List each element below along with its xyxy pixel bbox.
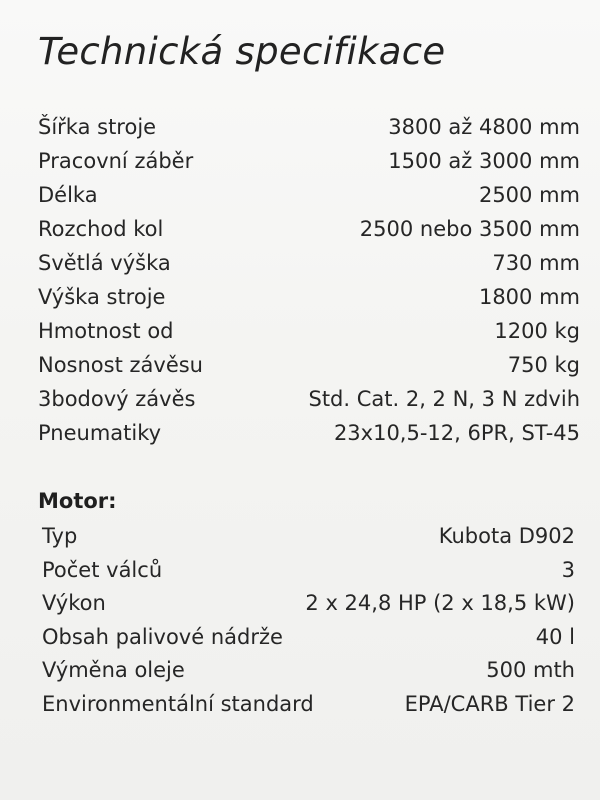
spec-value: 23x10,5-12, 6PR, ST-45 xyxy=(333,421,580,445)
motor-value: Kubota D902 xyxy=(438,524,575,548)
spec-value: 3800 až 4800 mm xyxy=(388,115,580,139)
spec-value: 1200 kg xyxy=(494,319,580,343)
motor-label: Typ xyxy=(42,524,78,548)
spec-value: 730 mm xyxy=(492,251,580,275)
spec-value: 2500 nebo 3500 mm xyxy=(359,217,580,241)
spec-row xyxy=(38,212,580,246)
spec-value: 1800 mm xyxy=(478,285,580,309)
spec-row xyxy=(38,246,580,280)
motor-row xyxy=(42,587,575,621)
motor-row xyxy=(42,520,575,554)
spec-label: Šířka stroje xyxy=(38,115,157,139)
spec-row xyxy=(38,178,580,212)
motor-value: 40 l xyxy=(535,624,575,649)
spec-label: Nosnost závěsu xyxy=(38,353,203,377)
motor-row xyxy=(42,688,575,722)
spec-row xyxy=(38,280,580,314)
spec-label: Výška stroje xyxy=(38,285,166,309)
spec-row xyxy=(38,110,580,144)
spec-label: Světlá výška xyxy=(38,251,171,275)
spec-label: Pneumatiky xyxy=(38,421,162,445)
spec-row xyxy=(38,348,580,382)
motor-label: Environmentální standard xyxy=(42,691,314,716)
motor-table xyxy=(42,520,575,721)
motor-row xyxy=(42,554,575,588)
spec-value: 750 kg xyxy=(507,353,580,377)
spec-row xyxy=(38,416,580,450)
motor-label: Počet válců xyxy=(42,557,163,582)
spec-label: 3bodový závěs xyxy=(38,387,196,411)
spec-value: 2500 mm xyxy=(478,183,580,207)
motor-label: Výkon xyxy=(42,591,106,615)
motor-row xyxy=(42,621,575,655)
spec-label: Pracovní záběr xyxy=(38,149,194,173)
spec-value: Std. Cat. 2, 2 N, 3 N zdvih xyxy=(308,387,580,411)
motor-label: Obsah palivové nádrže xyxy=(42,624,283,649)
motor-value: EPA/CARB Tier 2 xyxy=(404,691,575,716)
motor-label: Výměna oleje xyxy=(42,658,185,682)
motor-heading: Motor: xyxy=(38,489,117,513)
spec-value: 1500 až 3000 mm xyxy=(388,149,580,173)
spec-table xyxy=(38,110,580,450)
spec-label: Délka xyxy=(38,183,98,207)
page-title: Technická specifikace xyxy=(38,30,446,73)
motor-value: 3 xyxy=(561,557,575,582)
motor-value: 500 mth xyxy=(486,658,575,682)
spec-label: Hmotnost od xyxy=(38,319,174,343)
spec-row xyxy=(38,144,580,178)
spec-row xyxy=(38,382,580,416)
motor-value: 2 x 24,8 HP (2 x 18,5 kW) xyxy=(305,591,575,615)
motor-row xyxy=(42,654,575,688)
spec-label: Rozchod kol xyxy=(38,217,164,241)
spec-row xyxy=(38,314,580,348)
